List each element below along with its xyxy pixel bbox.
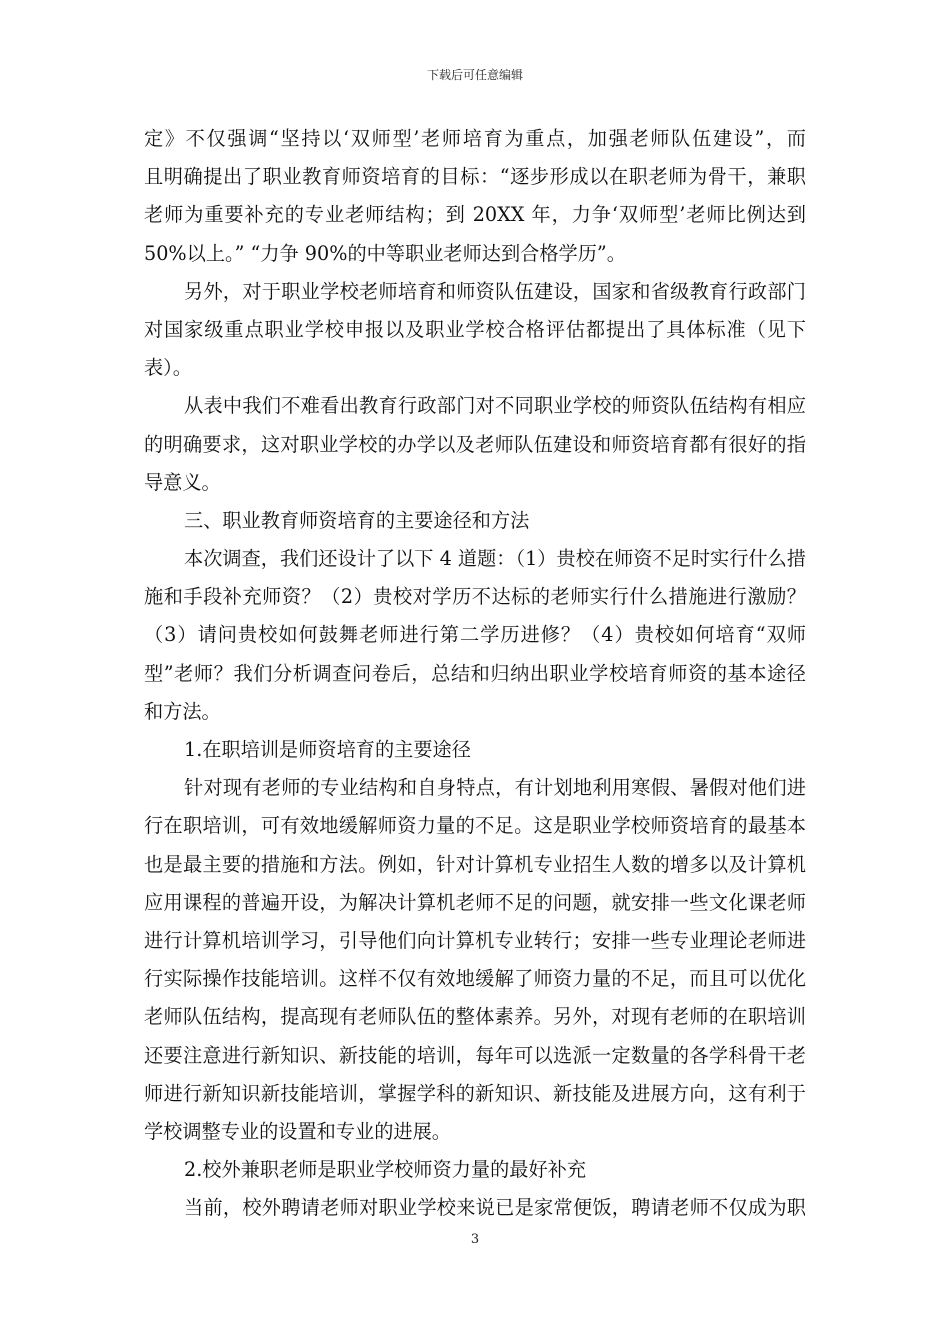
- text-line: 针对现有老师的专业结构和自身特点，有计划地利用寒假、暑假对他们进: [184, 776, 806, 800]
- text-line: 1.在职培训是师资培育的主要途径: [184, 738, 471, 761]
- text-line: 2.校外兼职老师是职业学校师资力量的最好补充: [184, 1158, 587, 1182]
- text-line: 型”老师？我们分析调查问卷后，总结和归纳出职业学校培育师资的基本途径: [144, 661, 806, 685]
- text-line: 施和手段补充师资？（2）贵校对学历不达标的老师实行什么措施进行激励？: [144, 585, 806, 609]
- text-line: 还要注意进行新知识、新技能的培训，每年可以选派一定数量的各学科骨干老: [144, 1043, 806, 1067]
- text-line: 师进行新知识新技能培训，掌握学科的新知识、新技能及进展方向，这有利于: [144, 1081, 806, 1105]
- document-body: [144, 120, 806, 1227]
- text-line: 且明确提出了职业教育师资培育的目标：“逐步形成以在职老师为骨干，兼职: [144, 165, 806, 189]
- text-line: 学校调整专业的设置和专业的进展。: [144, 1119, 451, 1143]
- text-line: 另外，对于职业学校老师培育和师资队伍建设，国家和省级教育行政部门: [184, 279, 806, 303]
- text-line: 进行计算机培训学习，引导他们向计算机专业转行；安排一些专业理论老师进: [144, 928, 806, 952]
- text-line: 当前，校外聘请老师对职业学校来说已是家常便饭，聘请老师不仅成为职: [184, 1196, 806, 1220]
- text-line: 行在职培训，可有效地缓解师资力量的不足。这是职业学校师资培育的最基本: [144, 814, 806, 838]
- text-line: 和方法。: [144, 699, 221, 723]
- text-line: 导意义。: [144, 470, 221, 494]
- page-header: 下载后可任意编辑: [426, 68, 523, 82]
- text-line: 从表中我们不难看出教育行政部门对不同职业学校的师资队伍结构有相应: [184, 394, 806, 418]
- text-line: 老师队伍结构，提高现有老师队伍的整体素养。另外，对现有老师的在职培训: [144, 1005, 806, 1029]
- text-line: 应用课程的普遍开设，为解决计算机老师不足的问题，就安排一些文化课老师: [144, 890, 806, 914]
- text-line: 三、职业教育师资培育的主要途径和方法: [184, 508, 530, 532]
- text-line: 本次调查，我们还设计了以下 4 道题：（1）贵校在师资不足时实行什么措: [184, 547, 806, 571]
- text-line: 表）。: [144, 356, 192, 380]
- text-line: 50%以上。” “力争 90%的中等职业老师达到合格学历”。: [144, 241, 626, 265]
- text-line: 对国家级重点职业学校申报以及职业学校合格评估都提出了具体标准（见下: [144, 317, 806, 341]
- page-number: 3: [470, 1232, 480, 1247]
- text-line: 老师为重要补充的专业老师结构；到 20XX 年，力争‘双师型’老师比例达到: [144, 203, 806, 227]
- text-line: 行实际操作技能培训。这样不仅有效地缓解了师资力量的不足，而且可以优化: [144, 967, 806, 991]
- text-line: 也是最主要的措施和方法。例如，针对计算机专业招生人数的增多以及计算机: [144, 852, 806, 876]
- text-line: （3）请问贵校如何鼓舞老师进行第二学历进修？（4）贵校如何培育“双师: [144, 623, 806, 647]
- text-line: 的明确要求，这对职业学校的办学以及老师队伍建设和师资培育都有很好的指: [144, 432, 806, 456]
- text-line: 定》不仅强调“坚持以‘双师型’老师培育为重点，加强老师队伍建设”，而: [144, 127, 806, 150]
